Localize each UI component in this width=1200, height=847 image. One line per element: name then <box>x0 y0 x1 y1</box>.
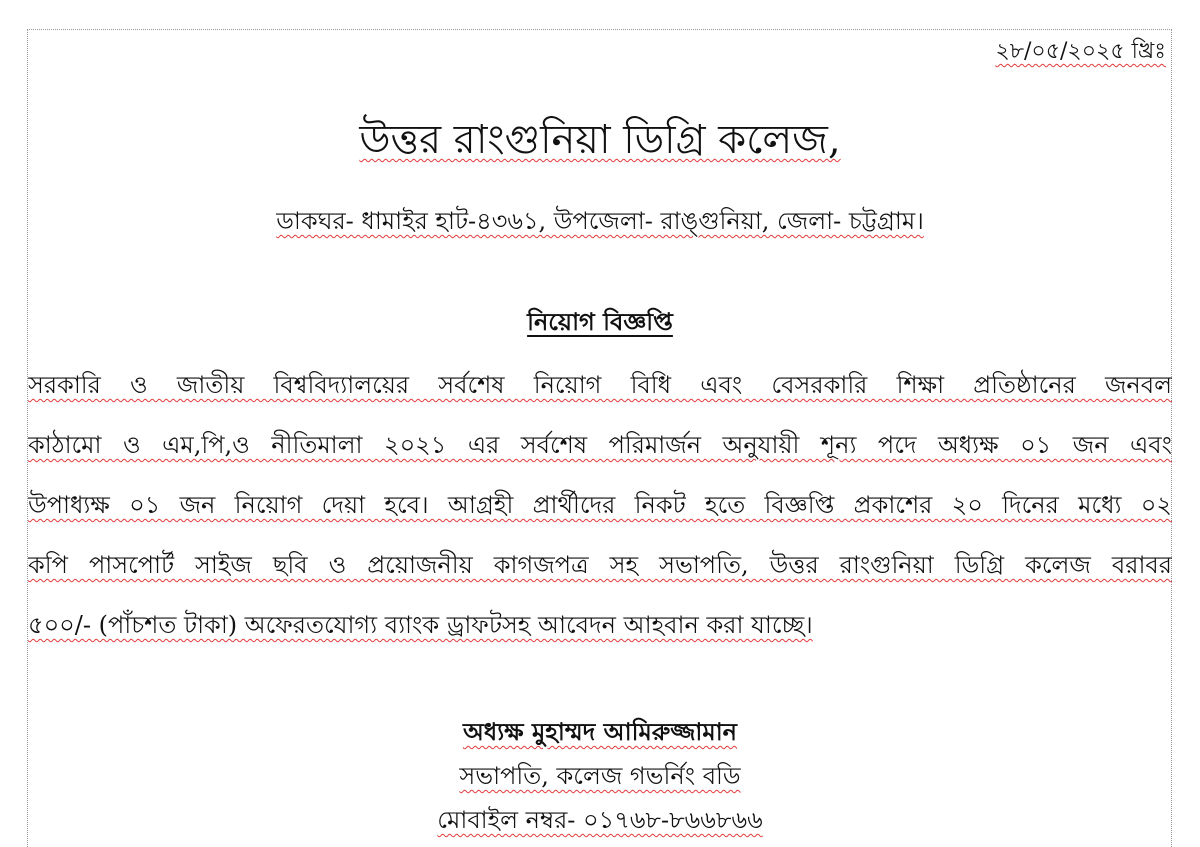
notice-date-text: ২৮/০৫/২০২৫ খ্রিঃ <box>995 39 1166 64</box>
body-line-text: কাঠামো ও এম,পি,ও নীতিমালা ২০২১ এর সর্বশেষ পরিমার্জন অনুযায়ী শূন্য পদে অধ্যক্ষ ০১ জন এবং <box>28 431 1172 459</box>
body-line-text: ৫০০/- (পাঁচশত টাকা) অফেরতযোগ্য ব্যাংক ড্রাফটসহ আবেদন আহবান করা যাচ্ছে। <box>28 611 813 639</box>
college-address-text: ডাকঘর- ধামাইর হাট-৪৩৬১, উপজেলা- রাঙ্গুনিয়া, জেলা- চট্টগ্রাম। <box>276 207 924 235</box>
body-line <box>28 485 1172 545</box>
body-line-text: কপি পাসপোর্ট সাইজ ছবি ও প্রয়োজনীয় কাগজপত্র সহ সভাপতি, উত্তর রাংগুনিয়া ডিগ্রি কলেজ বরাবর <box>28 551 1172 579</box>
body-line <box>28 365 1172 425</box>
notice-heading-text: নিয়োগ বিজ্ঞপ্তি <box>527 307 673 336</box>
body-line <box>28 605 1172 665</box>
signatory-designation <box>0 756 1200 800</box>
signatory-name <box>0 712 1200 756</box>
college-title-text: উত্তর রাংগুনিয়া ডিগ্রি কলেজ, <box>359 117 841 163</box>
signature-block <box>0 712 1200 844</box>
signatory-designation-text: সভাপতি, কলেজ গভর্নিং বডি <box>459 762 741 790</box>
body-line <box>28 545 1172 605</box>
body-line-text: উপাধ্যক্ষ ০১ জন নিয়োগ দেয়া হবে। আগ্রহী প্রার্থীদের নিকট হতে বিজ্ঞপ্তি প্রকাশের ২০ দিনের মধ্যে ০২ <box>28 491 1172 519</box>
body-line <box>28 425 1172 485</box>
college-title <box>0 108 1200 175</box>
body-line-text: সরকারি ও জাতীয় বিশ্ববিদ্যালয়ের সর্বশেষ নিয়োগ বিধি এবং বেসরকারি শিক্ষা প্রতিষ্ঠানের জনবল <box>28 371 1172 399</box>
signatory-mobile-text: মোবাইল নম্বর- ০১৭৬৮-৮৬৬৮৬৬ <box>437 806 763 834</box>
college-address <box>0 203 1200 243</box>
signatory-mobile <box>0 800 1200 844</box>
signatory-name-text: অধ্যক্ষ মুহাম্মদ আমিরুজ্জামান <box>462 717 738 746</box>
notice-date <box>995 34 1166 71</box>
notice-body <box>28 365 1172 665</box>
notice-heading <box>0 304 1200 344</box>
